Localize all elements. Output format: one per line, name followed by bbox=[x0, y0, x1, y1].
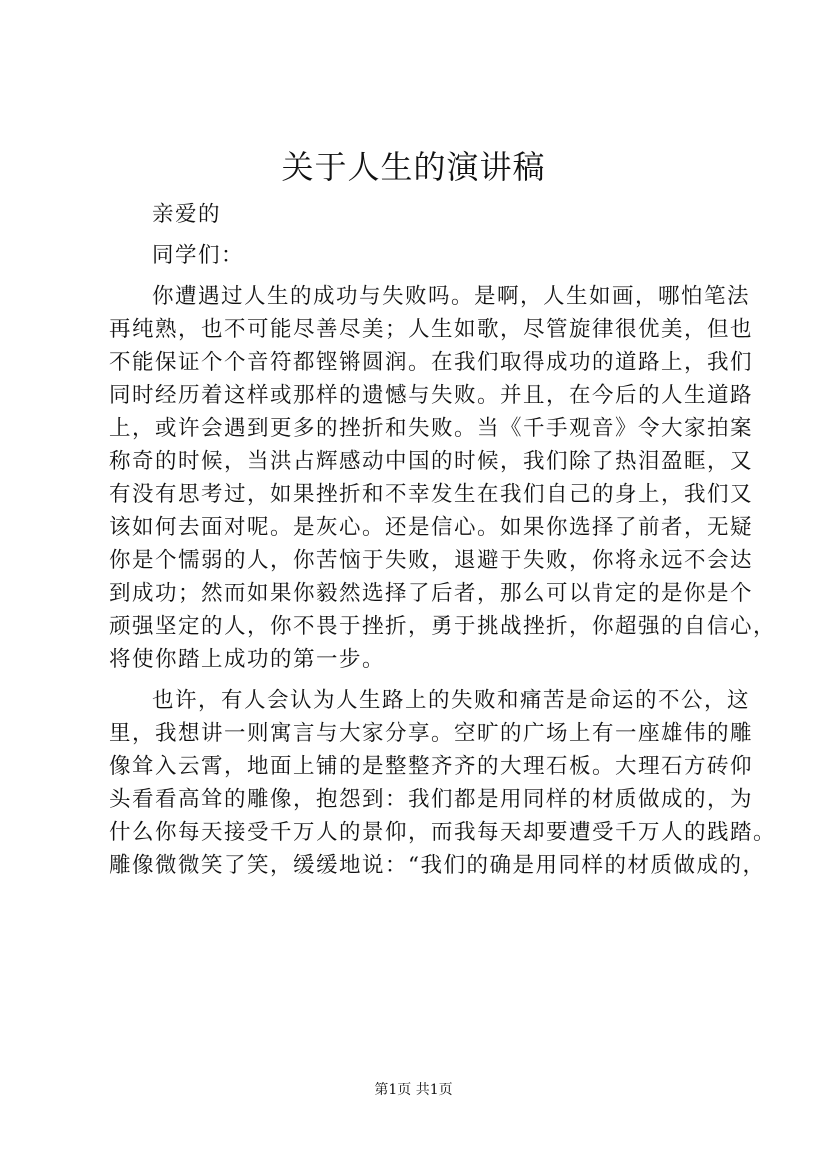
salutation-line: 同学们： bbox=[152, 243, 245, 268]
paragraph-line: 你遭遇过人生的成功与失败吗。是啊，人生如画，哪怕笔法 bbox=[152, 284, 751, 309]
paragraph-line: 该如何去面对呢。是灰心。还是信心。如果你选择了前者，无疑 bbox=[109, 515, 754, 540]
paragraph-line: 像耸入云霄，地面上铺的是整整齐齐的大理石板。大理石方砖仰 bbox=[109, 754, 754, 779]
paragraph-line: 到成功；然而如果你毅然选择了后者，那么可以肯定的是你是个 bbox=[109, 581, 754, 606]
document-body bbox=[109, 198, 777, 882]
paragraph-1 bbox=[109, 280, 777, 676]
paragraph-line: 你是个懦弱的人，你苦恼于失败，退避于失败，你将永远不会达 bbox=[109, 548, 754, 573]
paragraph-line: 将使你踏上成功的第一步。 bbox=[109, 647, 386, 672]
paragraph-line: 里，我想讲一则寓言与大家分享。空旷的广场上有一座雄伟的雕 bbox=[109, 721, 754, 746]
paragraph-line: 同时经历着这样或那样的遗憾与失败。并且，在今后的人生道路 bbox=[109, 383, 754, 408]
paragraph-line: 顽强坚定的人，你不畏于挫折，勇于挑战挫折，你超强的自信心， bbox=[109, 614, 777, 639]
spacer bbox=[109, 676, 723, 684]
paragraph-line: 也许，有人会认为人生路上的失败和痛苦是命运的不公，这 bbox=[152, 688, 751, 713]
paragraph-line: 不能保证个个音符都铿锵圆润。在我们取得成功的道路上，我们 bbox=[109, 350, 754, 375]
spacer bbox=[109, 231, 723, 239]
spacer bbox=[109, 272, 723, 280]
page-footer: 第1页 共1页 bbox=[374, 1082, 453, 1098]
paragraph-line: 什么你每天接受千万人的景仰，而我每天却要遭受千万人的践踏。 bbox=[109, 820, 777, 845]
paragraph-line: 头看看高耸的雕像，抱怨到：我们都是用同样的材质做成的，为 bbox=[109, 787, 754, 812]
paragraph-line: 再纯熟，也不可能尽善尽美；人生如歌，尽管旋律很优美，但也 bbox=[109, 317, 754, 342]
paragraph-line: 上，或许会遇到更多的挫折和失败。当《千手观音》令大家拍案 bbox=[109, 416, 754, 441]
paragraph-2 bbox=[109, 684, 777, 882]
paragraph-line: 雕像微微笑了笑，缓缓地说：“我们的确是用同样的材质做成的， bbox=[109, 853, 766, 878]
document-title: 关于人生的演讲稿 bbox=[281, 148, 546, 186]
paragraph-line: 有没有思考过，如果挫折和不幸发生在我们自己的身上，我们又 bbox=[109, 482, 754, 507]
paragraph-line: 称奇的时候，当洪占辉感动中国的时候，我们除了热泪盈眶，又 bbox=[109, 449, 754, 474]
salutation-line: 亲爱的 bbox=[152, 202, 222, 227]
